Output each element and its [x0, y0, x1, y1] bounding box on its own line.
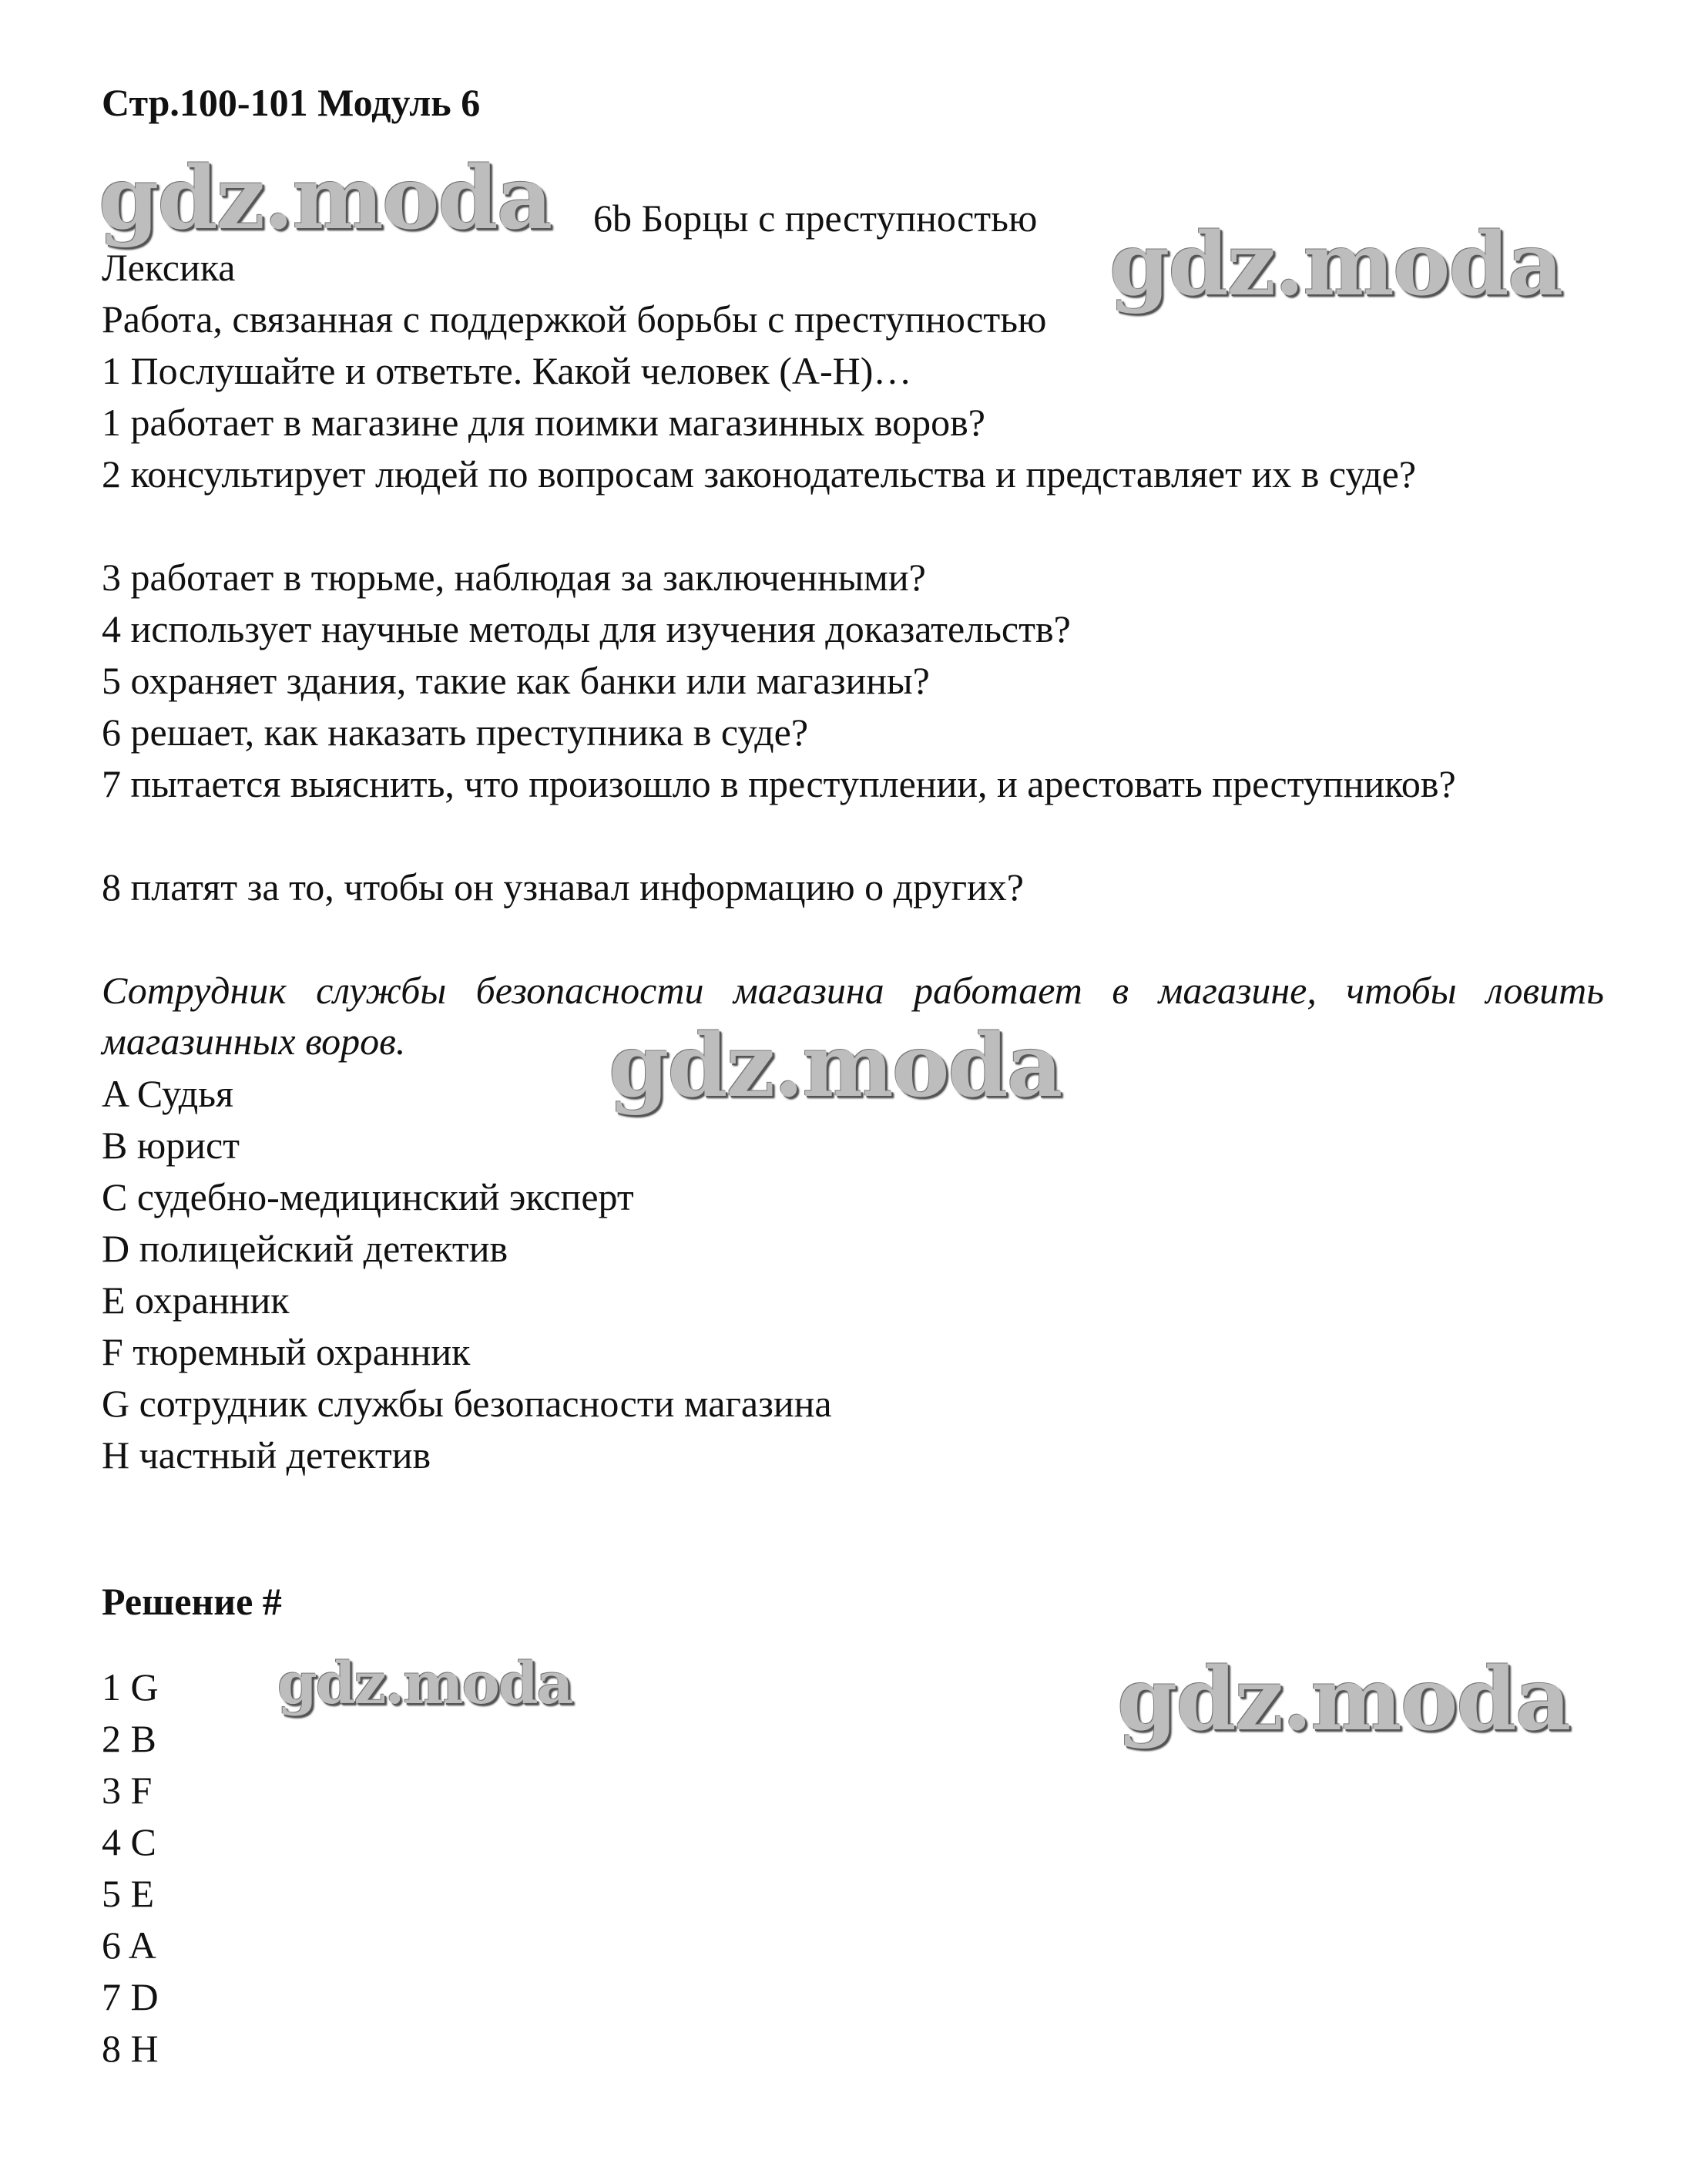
watermark-logo: gdz.moda: [1109, 214, 1562, 315]
task-instruction: 1 Послушайте и ответьте. Какой человек (A-H)…: [102, 349, 912, 392]
option-item: B юрист: [102, 1124, 240, 1167]
question-item: 4 использует научные методы для изучения доказательств?: [102, 607, 1071, 650]
option-item: H частный детектив: [102, 1433, 431, 1477]
question-item: 3 работает в тюрьме, наблюдая за заключенными?: [102, 556, 926, 599]
question-item: 7 пытается выяснить, что произошло в преступлении, и арестовать преступников?: [102, 762, 1456, 805]
answer-item: 6 A: [102, 1924, 156, 1967]
watermark-logo: gdz.moda: [277, 1651, 572, 1717]
question-item: 5 охраняет здания, такие как банки или магазины?: [102, 659, 930, 702]
option-item: C судебно-медицинский эксперт: [102, 1175, 634, 1218]
answer-item: 4 C: [102, 1820, 156, 1863]
section-topic: Работа, связанная с поддержкой борьбы с преступностью: [102, 297, 1047, 341]
question-item: 1 работает в магазине для поимки магазинных воров?: [102, 401, 985, 444]
answer-item: 2 B: [102, 1717, 156, 1760]
option-item: D полицейский детектив: [102, 1227, 508, 1270]
question-item: 8 платят за то, чтобы он узнавал информацию о других?: [102, 865, 1024, 909]
section-heading: 6b Борцы с преступностью: [593, 197, 1038, 240]
option-item: A Судья: [102, 1072, 234, 1115]
page-title: Стр.100-101 Модуль 6: [102, 81, 481, 124]
answer-item: 7 D: [102, 1975, 159, 2018]
watermark-logo: gdz.moda: [1117, 1649, 1570, 1750]
answer-item: 5 E: [102, 1872, 155, 1915]
option-item: G сотрудник службы безопасности магазина: [102, 1382, 832, 1425]
answer-item: 3 F: [102, 1769, 153, 1812]
answer-item: 1 G: [102, 1665, 159, 1709]
section-subheading: Лексика: [102, 246, 236, 289]
answer-item: 8 H: [102, 2027, 159, 2070]
option-item: F тюремный охранник: [102, 1330, 471, 1373]
solution-title: Решение #: [102, 1580, 282, 1623]
question-item: 6 решает, как наказать преступника в суде?: [102, 711, 809, 754]
example-sentence: Сотрудник службы безопасности магазина работает в магазине, чтобы ловить магазинных воров.: [102, 969, 1604, 1063]
option-item: E охранник: [102, 1278, 290, 1322]
watermark-logo: gdz.moda: [609, 1016, 1062, 1117]
question-item: 2 консультирует людей по вопросам законодательства и представляет их в суде?: [102, 452, 1417, 496]
watermark-logo: gdz.moda: [99, 148, 552, 249]
